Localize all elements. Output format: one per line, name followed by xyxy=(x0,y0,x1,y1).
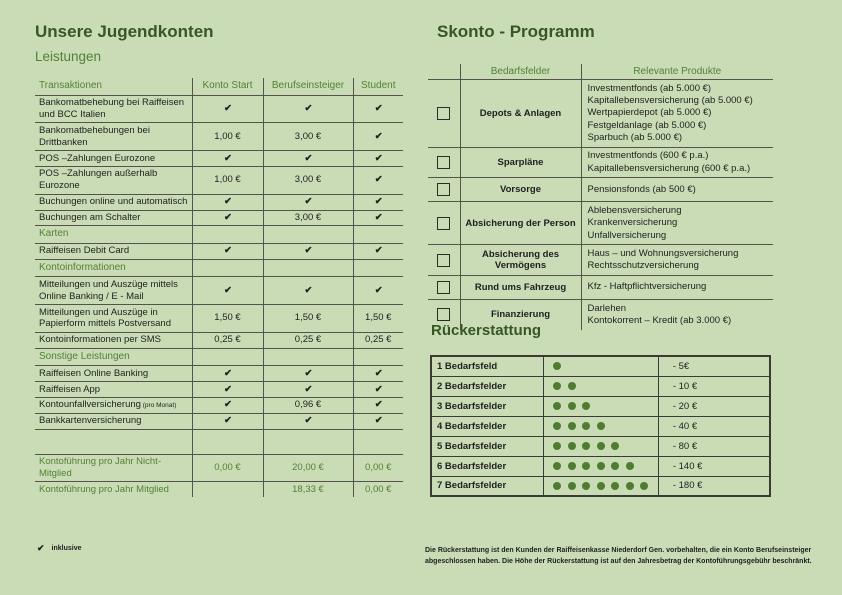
legend-inclusive xyxy=(37,543,82,554)
service-row-item xyxy=(35,366,403,382)
service-empty-cell xyxy=(263,429,353,454)
refund-dots-cell xyxy=(544,456,659,476)
service-value xyxy=(353,366,403,382)
service-value: 0,25 € xyxy=(353,332,403,348)
service-value xyxy=(263,382,353,398)
needs-products-cell xyxy=(581,300,773,330)
service-value xyxy=(353,151,403,167)
refund-amount: - 40 € xyxy=(658,416,770,436)
refund-amount: - 20 € xyxy=(658,396,770,416)
service-label: Mitteilungen und Auszüge in Papierform mittels Postversand xyxy=(35,305,192,333)
product-item: Festgeldanlage (ab 5.000 €) xyxy=(587,119,707,131)
service-value: 1,00 € xyxy=(192,123,263,151)
check-icon: ✔ xyxy=(374,383,382,395)
needs-row xyxy=(428,147,773,178)
service-value xyxy=(353,166,403,194)
service-value: 1,50 € xyxy=(353,305,403,333)
service-row-section xyxy=(35,226,403,244)
refund-dots-cell xyxy=(544,376,659,396)
product-item: Investmentfonds (ab 5.000 €) xyxy=(587,82,712,94)
service-value xyxy=(192,194,263,210)
service-label: Buchungen am Schalter xyxy=(35,210,192,226)
needs-field-label: Finanzierung xyxy=(460,300,581,330)
refund-dots-cell xyxy=(544,476,659,496)
service-empty-cell xyxy=(263,226,353,244)
refund-row xyxy=(431,396,770,416)
check-icon: ✔ xyxy=(304,284,312,296)
dot-icon xyxy=(582,442,590,450)
refund-dots-cell xyxy=(544,396,659,416)
dot-icon xyxy=(553,462,561,470)
needs-products-cell xyxy=(581,80,773,148)
service-value: 0,25 € xyxy=(263,332,353,348)
dot-icon xyxy=(597,422,605,430)
check-icon: ✔ xyxy=(304,102,312,114)
check-icon: ✔ xyxy=(374,212,382,223)
service-value: 3,00 € xyxy=(263,210,353,226)
dot-icon xyxy=(553,442,561,450)
needs-field-label: Absicherung des Vermögens xyxy=(460,245,581,276)
needs-row xyxy=(428,202,773,245)
service-value xyxy=(192,382,263,398)
check-icon: ✔ xyxy=(304,415,312,427)
dot-icon xyxy=(553,422,561,430)
dot-icon xyxy=(626,482,634,490)
product-item: Investmentfonds (600 € p.a.) xyxy=(587,150,709,162)
service-value xyxy=(192,210,263,226)
dot-icon xyxy=(582,482,590,490)
check-icon: ✔ xyxy=(374,367,382,379)
check-icon: ✔ xyxy=(374,245,382,257)
refund-table xyxy=(430,355,771,497)
service-empty-cell xyxy=(263,348,353,366)
service-value: 1,00 € xyxy=(192,166,263,194)
services-column-header: Student xyxy=(353,78,403,95)
dot-icon xyxy=(553,382,561,390)
check-icon: ✔ xyxy=(374,284,382,296)
needs-checkbox-cell xyxy=(428,80,460,148)
needs-checkbox-cell xyxy=(428,178,460,202)
service-row-item xyxy=(35,332,403,348)
services-table xyxy=(35,78,403,497)
needs-products-cell xyxy=(581,147,773,178)
check-icon: ✔ xyxy=(224,284,231,296)
check-icon: ✔ xyxy=(304,196,312,208)
service-value xyxy=(192,397,263,413)
service-value xyxy=(353,277,403,305)
services-subtitle: Leistungen xyxy=(35,49,102,64)
product-item: Wertpapierdepot (ab 5.000 €) xyxy=(587,107,712,119)
service-label: Bankomatbehebung bei Raiffeisen und BCC Italien xyxy=(35,95,192,123)
skonto-title: Skonto - Programm xyxy=(437,22,595,41)
refund-row xyxy=(431,376,770,396)
service-row-footer xyxy=(35,482,403,497)
check-icon: ✔ xyxy=(304,367,312,379)
product-item: Kapitallebensversicherung (ab 5.000 €) xyxy=(587,94,753,106)
check-icon: ✔ xyxy=(374,399,382,411)
checkbox-icon xyxy=(437,281,450,294)
service-value: 0,25 € xyxy=(192,332,263,348)
service-label: Kontoführung pro Jahr Mitglied xyxy=(35,482,192,497)
needs-field-label: Sparpläne xyxy=(460,147,581,178)
services-panel xyxy=(35,0,403,595)
dot-icon xyxy=(611,482,619,490)
product-item: Haus – und Wohnungsversicherung xyxy=(587,247,739,259)
service-label: Raiffeisen App xyxy=(35,382,192,398)
product-item: Kapitallebensversicherung (600 € p.a.) xyxy=(587,162,751,174)
needs-field-label: Rund ums Fahrzeug xyxy=(460,276,581,300)
check-icon: ✔ xyxy=(224,152,231,164)
checkbox-icon xyxy=(437,254,450,267)
needs-field-label: Absicherung der Person xyxy=(460,202,581,245)
refund-amount: - 140 € xyxy=(658,456,770,476)
service-value xyxy=(192,366,263,382)
service-label: Kontoinformationen per SMS xyxy=(35,332,192,348)
service-value xyxy=(263,151,353,167)
dot-icon xyxy=(553,362,561,370)
checkbox-icon xyxy=(437,308,450,321)
dot-icon xyxy=(626,462,634,470)
service-value: 18,33 € xyxy=(263,482,353,497)
check-icon: ✔ xyxy=(224,367,231,379)
needs-row xyxy=(428,178,773,202)
service-row-item xyxy=(35,95,403,123)
service-section-label: Karten xyxy=(35,226,192,244)
checkbox-icon xyxy=(437,183,450,196)
refund-label: 7 Bedarfsfelder xyxy=(431,476,544,496)
service-row-item xyxy=(35,305,403,333)
product-item: Ablebensversicherung xyxy=(587,204,682,216)
service-row-item xyxy=(35,277,403,305)
service-value: 0,00 € xyxy=(365,483,392,495)
check-icon: ✔ xyxy=(224,212,231,223)
service-empty-cell xyxy=(353,348,403,366)
service-value xyxy=(263,194,353,210)
checkbox-icon xyxy=(437,156,450,169)
service-value: 20,00 € xyxy=(263,454,353,482)
dot-icon xyxy=(582,462,590,470)
check-icon: ✔ xyxy=(224,383,231,395)
refund-footnote: Die Rückerstattung ist den Kunden der Raiffeisenkasse Niederdorf Gen. vorbehalten, die ein Konto Berufseinsteiger abgeschlossen haben. Die Höhe der Rückerstattung ist auf den Jahresbetrag der Kontoführungsgebühr beschränkt. xyxy=(425,547,812,565)
refund-amount: - 10 € xyxy=(658,376,770,396)
refund-dots-cell xyxy=(544,416,659,436)
refund-amount: - 5€ xyxy=(658,356,770,376)
dot-icon xyxy=(568,442,576,450)
service-label: Kontoführung pro Jahr Nicht-Mitglied xyxy=(35,454,192,482)
check-icon: ✔ xyxy=(374,102,382,114)
service-value xyxy=(192,151,263,167)
service-row-item xyxy=(35,123,403,151)
product-item: Rechtsschutzversicherung xyxy=(587,260,699,272)
product-item: Kontokorrent – Kredit (ab 3.000 €) xyxy=(587,314,732,326)
service-row-section xyxy=(35,259,403,277)
service-value: 0,96 € xyxy=(263,397,353,413)
check-icon: ✔ xyxy=(304,383,312,395)
services-column-header: Konto Start xyxy=(192,78,263,95)
needs-header-row xyxy=(428,64,773,80)
service-value: 3,00 € xyxy=(263,166,353,194)
service-label: Raiffeisen Online Banking xyxy=(35,366,192,382)
check-icon: ✔ xyxy=(374,130,382,142)
legend-label: inklusive xyxy=(51,545,82,552)
refund-row xyxy=(431,356,770,376)
service-empty-cell xyxy=(353,226,403,244)
service-value: 1,50 € xyxy=(263,305,353,333)
product-item: Darlehen xyxy=(587,302,627,314)
service-row-section xyxy=(35,348,403,366)
checkbox-icon xyxy=(437,217,450,230)
service-label: POS –Zahlungen außerhalb Eurozone xyxy=(35,166,192,194)
needs-field-label: Vorsorge xyxy=(460,178,581,202)
needs-checkbox-cell xyxy=(428,245,460,276)
dot-icon xyxy=(568,482,576,490)
refund-label: 4 Bedarfsfelder xyxy=(431,416,544,436)
services-column-header: Berufseinsteiger xyxy=(263,78,353,95)
check-icon: ✔ xyxy=(374,196,382,208)
product-item: Pensionsfonds (ab 500 €) xyxy=(587,183,696,195)
service-value: 0,00 € xyxy=(353,454,403,482)
service-row-item xyxy=(35,166,403,194)
needs-products-cell xyxy=(581,245,773,276)
dot-icon xyxy=(582,422,590,430)
needs-checkbox-cell xyxy=(428,147,460,178)
dot-icon xyxy=(568,462,576,470)
service-row-item xyxy=(35,210,403,226)
service-row-item xyxy=(35,243,403,259)
dot-icon xyxy=(597,442,605,450)
needs-row xyxy=(428,80,773,148)
dot-icon xyxy=(568,382,576,390)
refund-amount: - 80 € xyxy=(658,436,770,456)
service-row-spacer xyxy=(35,429,403,454)
check-icon: ✔ xyxy=(224,415,231,427)
refund-row xyxy=(431,436,770,456)
check-icon: ✔ xyxy=(224,196,231,208)
product-item: Unfallversicherung xyxy=(587,229,667,241)
service-value xyxy=(353,194,403,210)
check-icon: ✔ xyxy=(374,174,382,186)
page-title: Unsere Jugendkonten xyxy=(35,22,214,41)
service-empty-cell xyxy=(192,226,263,244)
refund-row xyxy=(431,416,770,436)
service-value xyxy=(353,210,403,226)
dot-icon xyxy=(553,482,561,490)
service-value xyxy=(353,397,403,413)
service-value xyxy=(192,277,263,305)
refund-label: 3 Bedarfsfelder xyxy=(431,396,544,416)
checkbox-icon xyxy=(437,107,450,120)
service-empty-cell xyxy=(192,348,263,366)
refund-dots-cell xyxy=(544,436,659,456)
service-row-item xyxy=(35,382,403,398)
service-value xyxy=(353,95,403,123)
service-empty-cell xyxy=(263,259,353,277)
product-item: Krankenversicherung xyxy=(587,217,678,229)
service-value xyxy=(353,382,403,398)
needs-row xyxy=(428,276,773,300)
service-empty-cell xyxy=(353,429,403,454)
service-value: 1,50 € xyxy=(192,305,263,333)
service-label: Kontounfallversicherung (pro Monat) xyxy=(35,397,192,413)
service-value xyxy=(263,95,353,123)
service-empty-cell xyxy=(353,259,403,277)
service-label: Bankkartenversicherung xyxy=(35,413,192,429)
refund-label: 2 Bedarfsfelder xyxy=(431,376,544,396)
service-value xyxy=(263,413,353,429)
refund-row xyxy=(431,456,770,476)
needs-column-header: Bedarfsfelder xyxy=(460,64,581,80)
service-value xyxy=(192,243,263,259)
needs-products-cell xyxy=(581,178,773,202)
service-row-item xyxy=(35,194,403,210)
service-empty-cell xyxy=(35,429,192,454)
check-icon: ✔ xyxy=(37,543,45,553)
check-icon: ✔ xyxy=(224,102,231,114)
refund-row xyxy=(431,476,770,496)
needs-field-label: Depots & Anlagen xyxy=(460,80,581,148)
check-icon: ✔ xyxy=(374,415,382,427)
service-value xyxy=(192,95,263,123)
service-value xyxy=(192,482,263,497)
dot-icon xyxy=(568,422,576,430)
dot-icon xyxy=(611,442,619,450)
refund-title: Rückerstattung xyxy=(431,322,542,339)
service-value: 0,00 € xyxy=(192,454,263,482)
service-row-footer xyxy=(35,454,403,482)
dot-icon xyxy=(597,462,605,470)
service-section-label: Sonstige Leistungen xyxy=(35,348,192,366)
dot-icon xyxy=(597,482,605,490)
dot-icon xyxy=(640,482,648,490)
service-row-item xyxy=(35,151,403,167)
check-icon: ✔ xyxy=(304,152,312,164)
dot-icon xyxy=(568,402,576,410)
service-label: Buchungen online und automatisch xyxy=(35,194,192,210)
check-icon: ✔ xyxy=(224,245,231,257)
services-column-header: Transaktionen xyxy=(35,78,192,95)
services-header-row xyxy=(35,78,403,95)
dot-icon xyxy=(582,402,590,410)
needs-products-cell xyxy=(581,276,773,300)
needs-row xyxy=(428,245,773,276)
check-icon: ✔ xyxy=(224,399,231,411)
refund-label: 6 Bedarfsfelder xyxy=(431,456,544,476)
product-item: Kfz - Haftpflichtversicherung xyxy=(587,281,707,293)
refund-dots-cell xyxy=(544,356,659,376)
skonto-panel xyxy=(425,0,837,595)
service-value xyxy=(192,413,263,429)
product-item: Sparbuch (ab 5.000 €) xyxy=(587,131,683,143)
service-value xyxy=(263,243,353,259)
service-row-item xyxy=(35,413,403,429)
service-label: Raiffeisen Debit Card xyxy=(35,243,192,259)
service-value xyxy=(263,277,353,305)
service-value xyxy=(353,413,403,429)
service-value xyxy=(263,366,353,382)
refund-amount: - 180 € xyxy=(658,476,770,496)
service-value xyxy=(353,123,403,151)
service-label: Mitteilungen und Auszüge mittels Online Banking / E - Mail xyxy=(35,277,192,305)
check-icon: ✔ xyxy=(374,152,382,164)
service-label-note: (pro Monat) xyxy=(140,402,177,410)
dot-icon xyxy=(553,402,561,410)
service-section-label: Kontoinformationen xyxy=(35,259,192,277)
service-value: 3,00 € xyxy=(263,123,353,151)
needs-checkbox-cell xyxy=(428,202,460,245)
service-empty-cell xyxy=(192,429,263,454)
dot-icon xyxy=(611,462,619,470)
needs-products-cell xyxy=(581,202,773,245)
service-label: POS –Zahlungen Eurozone xyxy=(35,151,192,167)
refund-label: 5 Bedarfsfelder xyxy=(431,436,544,456)
needs-column-header: Relevante Produkte xyxy=(581,64,773,80)
service-empty-cell xyxy=(192,259,263,277)
service-value xyxy=(353,243,403,259)
check-icon: ✔ xyxy=(304,245,312,257)
needs-table xyxy=(428,64,773,330)
needs-checkbox-cell xyxy=(428,276,460,300)
refund-label: 1 Bedarfsfeld xyxy=(431,356,544,376)
service-label: Bankomatbehebungen bei Drittbanken xyxy=(35,123,192,151)
service-row-item xyxy=(35,397,403,413)
needs-checkbox-column-header xyxy=(428,64,460,80)
